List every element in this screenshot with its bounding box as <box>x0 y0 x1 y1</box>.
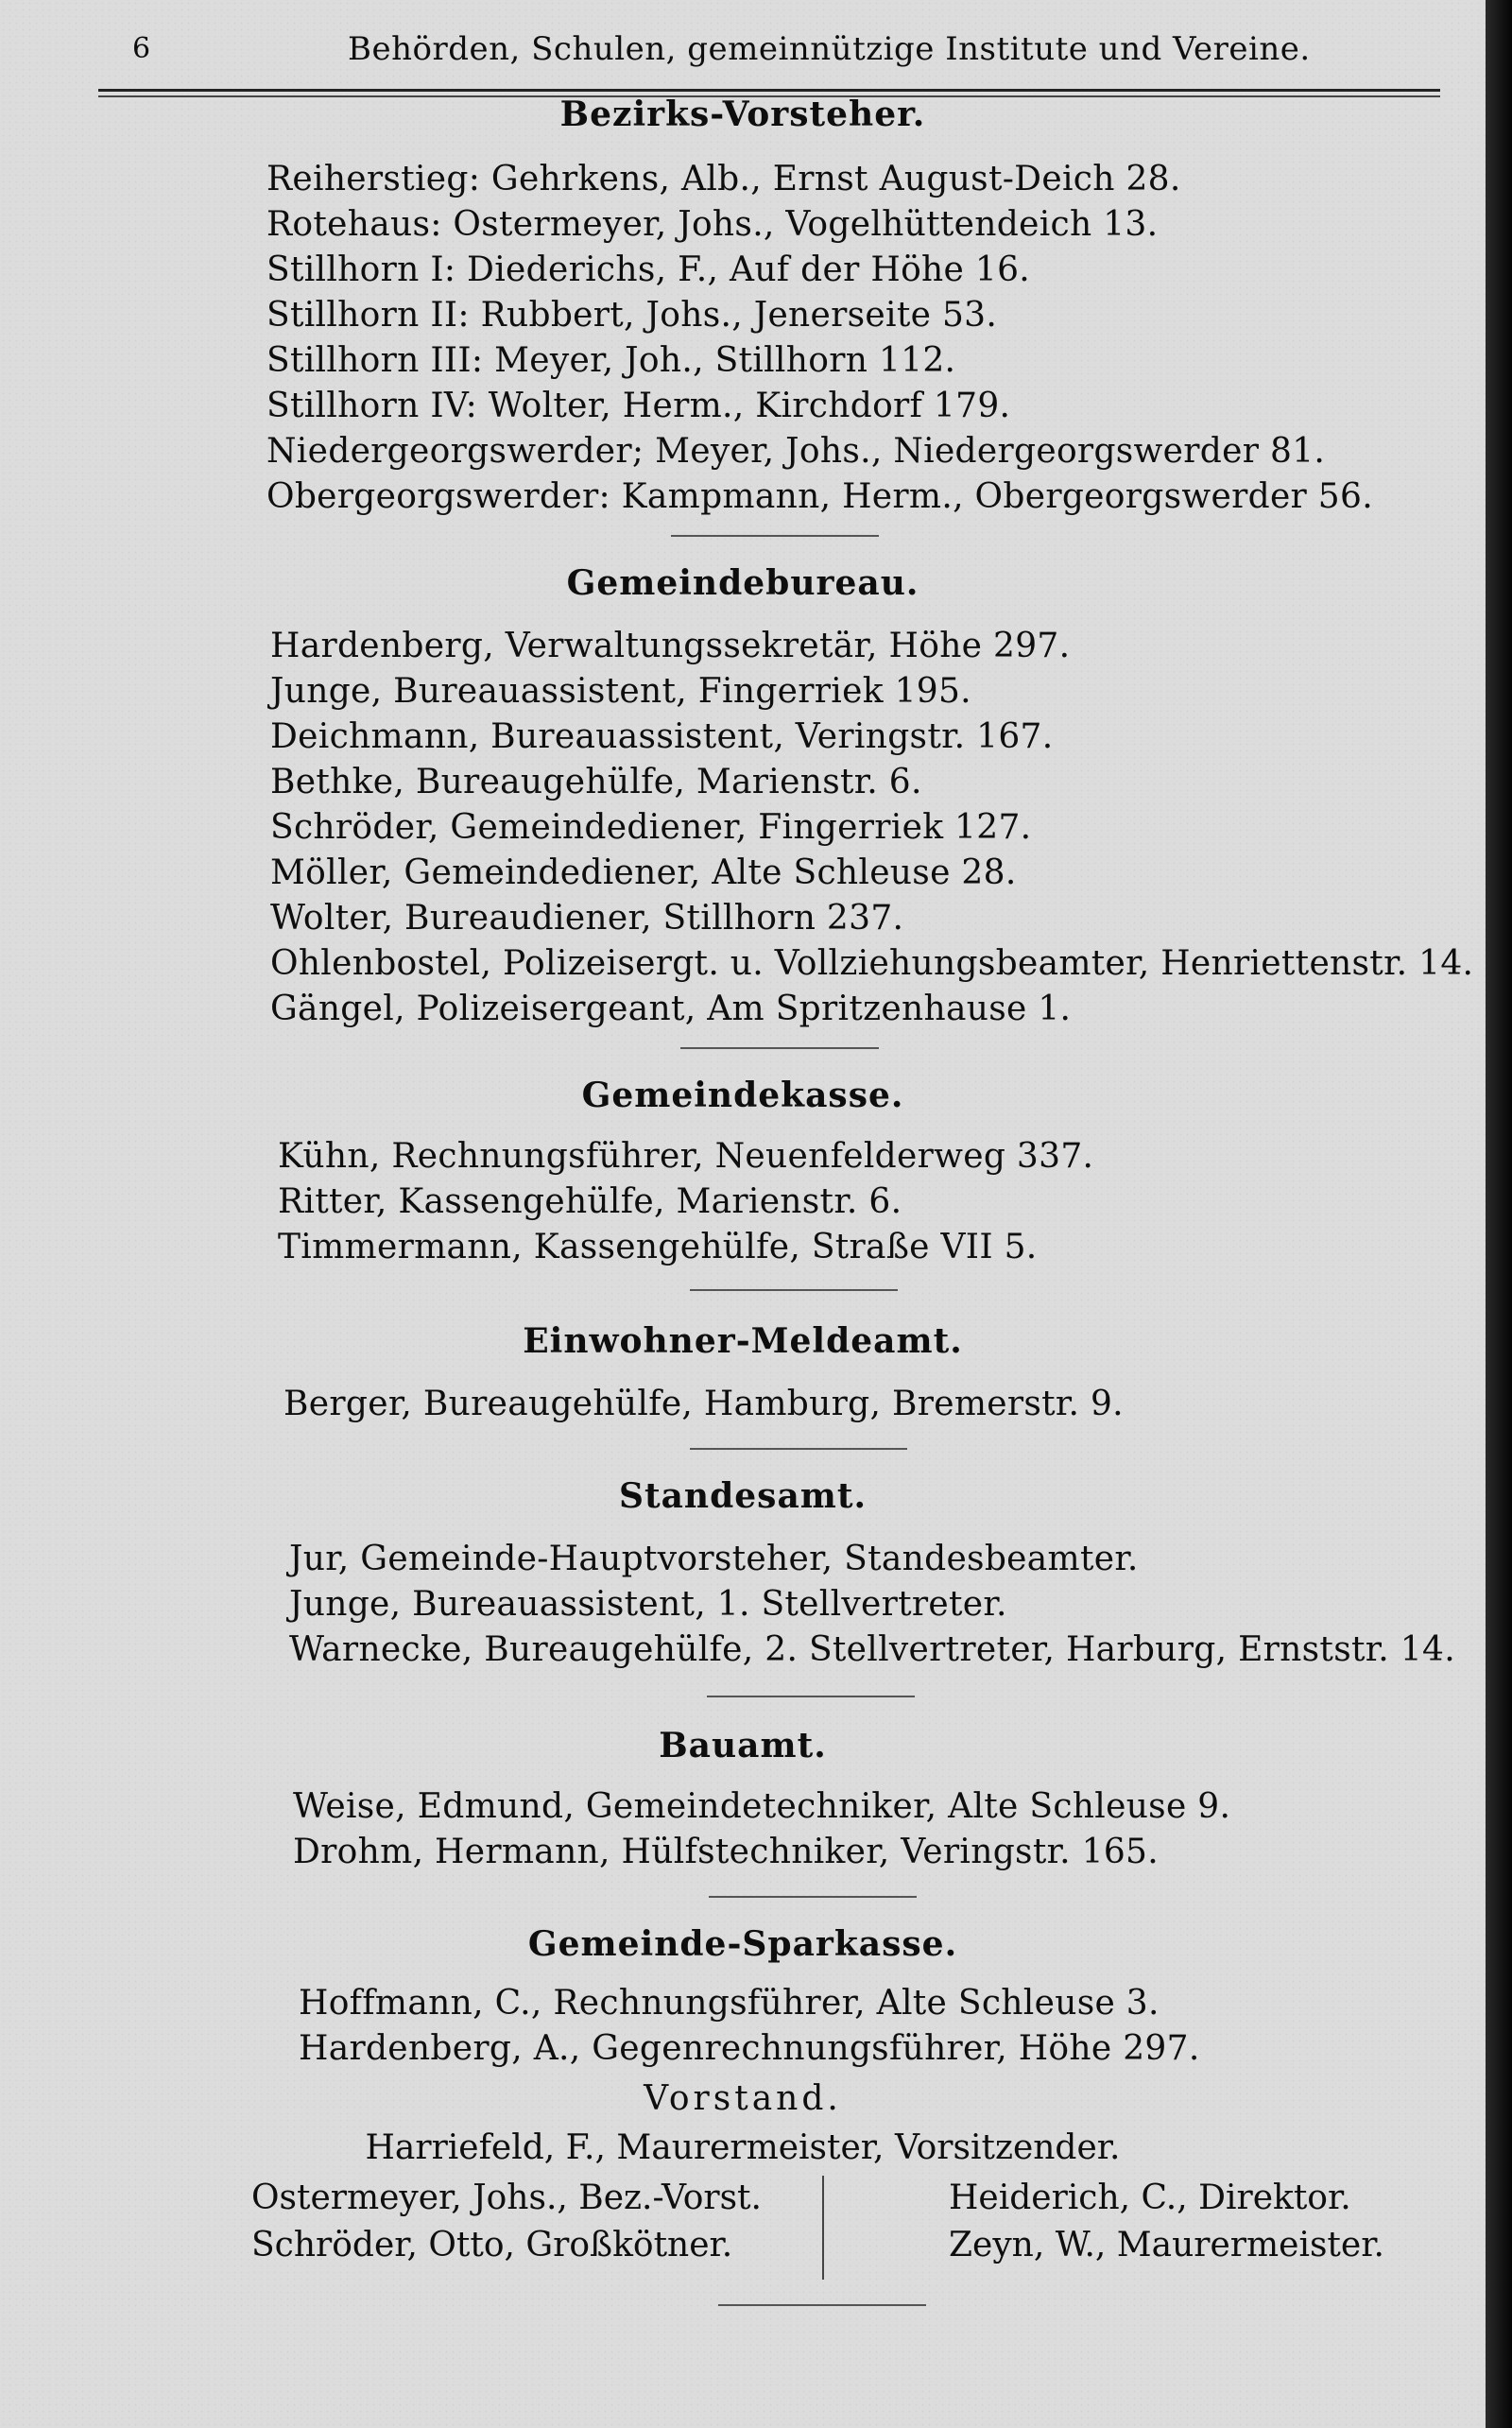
bauamt-list <box>293 1784 1230 1875</box>
section-divider <box>680 1047 879 1049</box>
list-item: Jur, Gemeinde-Hauptvorsteher, Standesbeamter. <box>289 1540 1139 1578</box>
section-divider <box>707 1696 915 1697</box>
column-divider <box>822 2176 824 2280</box>
vorstand-member-left: Schröder, Otto, Großkötner. <box>251 2226 733 2264</box>
section-title-einwohner-meldeamt: Einwohner-Meldeamt. <box>523 1321 963 1361</box>
section-divider <box>671 535 879 537</box>
list-item: Obergeorgswerder: Kampmann, Herm., Obergeorgswerder 56. <box>266 477 1373 516</box>
vorstand-chair: Harriefeld, F., Maurermeister, Vorsitzender. <box>365 2128 1121 2167</box>
list-item: Drohm, Hermann, Hülfstechniker, Veringstr. 165. <box>293 1833 1159 1871</box>
list-item: Berger, Bureaugehülfe, Hamburg, Bremerstr. 9. <box>284 1385 1124 1423</box>
list-item: Junge, Bureauassistent, 1. Stellvertreter. <box>289 1585 1007 1624</box>
list-item: Kühn, Rechnungsführer, Neuenfelderweg 337. <box>278 1137 1094 1176</box>
running-head <box>0 26 1486 76</box>
running-head-title: Behörden, Schulen, gemeinnützige Institute und Vereine. <box>348 30 1311 68</box>
list-item: Bethke, Bureaugehülfe, Marienstr. 6. <box>270 763 922 801</box>
section-title-gemeindekasse: Gemeindekasse. <box>581 1076 904 1115</box>
list-item: Deichmann, Bureauassistent, Veringstr. 167. <box>270 717 1054 756</box>
list-item: Gängel, Polizeisergeant, Am Spritzenhause 1. <box>270 990 1072 1028</box>
vorstand-title: Vorstand. <box>644 2079 842 2118</box>
list-item: Warnecke, Bureaugehülfe, 2. Stellvertreter, Harburg, Ernststr. 14. <box>289 1630 1455 1669</box>
section-divider <box>709 1896 917 1898</box>
section-title-bezirks-vorsteher: Bezirks-Vorsteher. <box>559 95 926 134</box>
vorstand-member-left: Ostermeyer, Johs., Bez.-Vorst. <box>251 2178 762 2217</box>
list-item: Stillhorn I: Diederichs, F., Auf der Höhe 16. <box>266 250 1031 289</box>
gemeindekasse-list <box>278 1134 1093 1270</box>
list-item: Reiherstieg: Gehrkens, Alb., Ernst August-Deich 28. <box>266 160 1181 198</box>
list-item: Ohlenbostel, Polizeisergt. u. Vollziehungsbeamter, Henriettenstr. 14. <box>270 944 1474 983</box>
list-item: Hardenberg, Verwaltungssekretär, Höhe 297. <box>270 627 1071 665</box>
list-item: Weise, Edmund, Gemeindetechniker, Alte Schleuse 9. <box>293 1787 1231 1826</box>
list-item: Schröder, Gemeindediener, Fingerriek 127. <box>270 808 1032 847</box>
list-item: Möller, Gemeindediener, Alte Schleuse 28. <box>270 853 1017 892</box>
scan-edge-shadow <box>1486 0 1512 2428</box>
list-item: Stillhorn II: Rubbert, Johs., Jenerseite 53. <box>266 296 998 335</box>
gemeinde-sparkasse-list <box>299 1981 1200 2072</box>
vorstand-member-right: Heiderich, C., Direktor. <box>949 2178 1351 2217</box>
einwohner-meldeamt-list <box>284 1382 1124 1427</box>
vorstand-member-right: Zeyn, W., Maurermeister. <box>949 2226 1384 2264</box>
list-item: Hoffmann, C., Rechnungsführer, Alte Schleuse 3. <box>299 1984 1160 2023</box>
list-item: Wolter, Bureaudiener, Stillhorn 237. <box>270 899 904 938</box>
standesamt-list <box>289 1537 1455 1673</box>
section-divider <box>690 1448 907 1450</box>
list-item: Ritter, Kassengehülfe, Marienstr. 6. <box>278 1182 902 1221</box>
gemeindebureau-list <box>270 624 1473 1032</box>
list-item: Rotehaus: Ostermeyer, Johs., Vogelhüttendeich 13. <box>266 205 1159 244</box>
list-item: Niedergeorgswerder; Meyer, Johs., Niedergeorgswerder 81. <box>266 432 1326 471</box>
list-item: Hardenberg, A., Gegenrechnungsführer, Höhe 297. <box>299 2029 1200 2068</box>
bezirks-vorsteher-list <box>266 157 1373 520</box>
list-item: Stillhorn III: Meyer, Joh., Stillhorn 112. <box>266 341 956 380</box>
list-item: Timmermann, Kassengehülfe, Straße VII 5. <box>278 1228 1038 1266</box>
section-title-standesamt: Standesamt. <box>618 1476 868 1516</box>
header-rule <box>98 89 1440 92</box>
list-item: Junge, Bureauassistent, Fingerriek 195. <box>270 672 971 711</box>
section-title-bauamt: Bauamt. <box>659 1726 827 1765</box>
list-item: Stillhorn IV: Wolter, Herm., Kirchdorf 179. <box>266 387 1011 425</box>
section-title-gemeindebureau: Gemeindebureau. <box>566 563 919 603</box>
closing-divider <box>718 2304 926 2306</box>
section-title-gemeinde-sparkasse: Gemeinde-Sparkasse. <box>527 1924 958 1964</box>
page-number: 6 <box>132 32 151 65</box>
section-divider <box>690 1289 898 1291</box>
